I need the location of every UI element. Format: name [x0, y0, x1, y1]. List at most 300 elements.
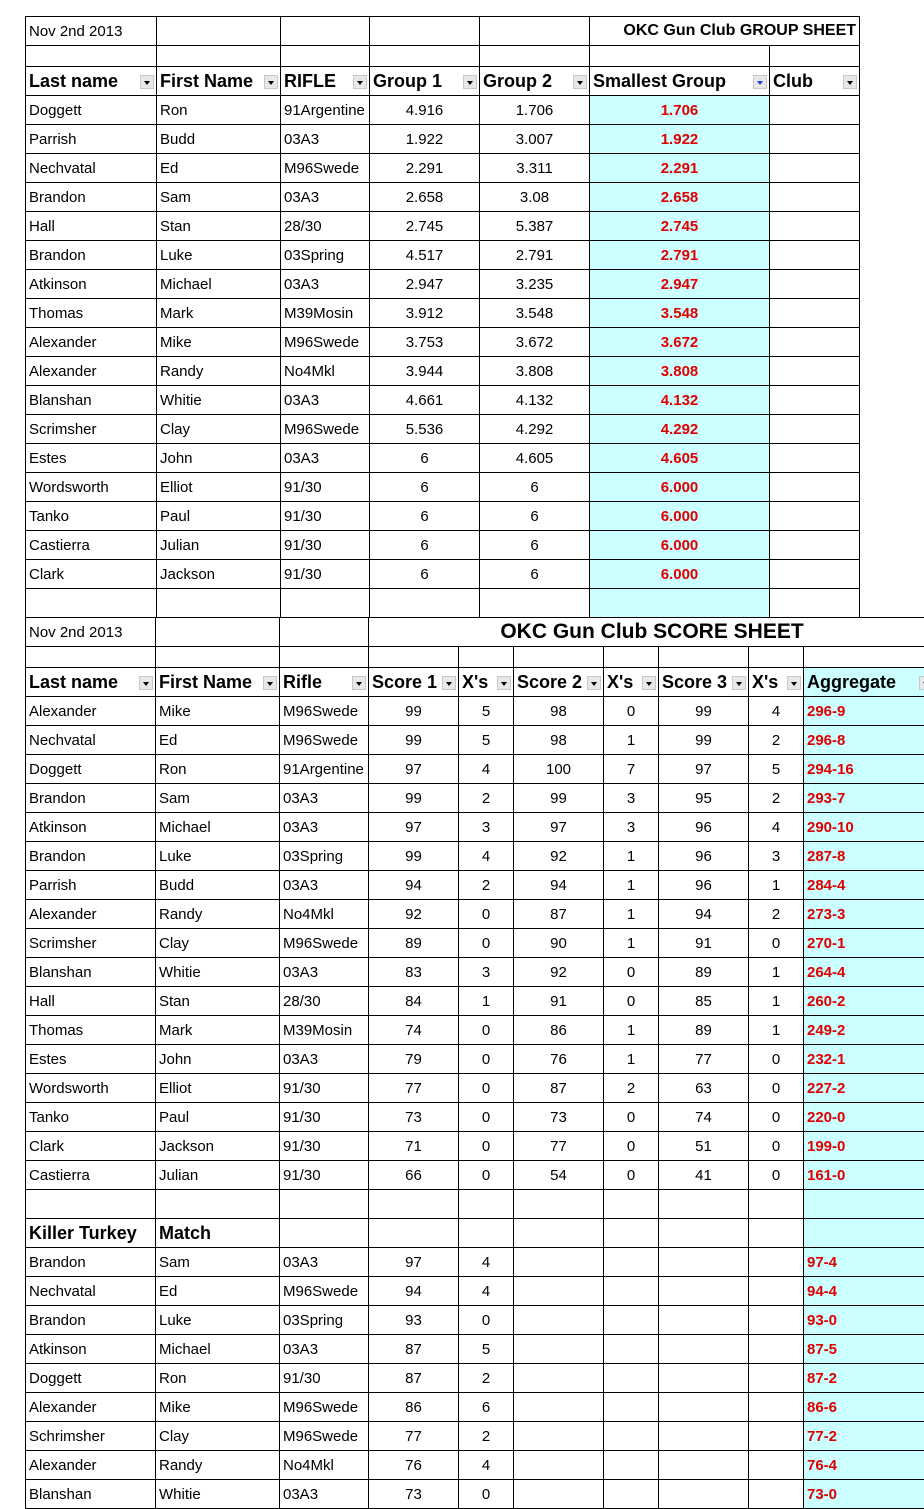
cell-group-1[interactable]: 2.291 — [370, 154, 480, 183]
cell-club[interactable] — [770, 560, 860, 589]
cell-rifle[interactable]: 03A3 — [281, 125, 370, 154]
cell-last-name[interactable]: Doggett — [26, 96, 157, 125]
cell-rifle[interactable]: 28/30 — [280, 987, 369, 1016]
cell-rifle[interactable]: 91Argentine — [281, 96, 370, 125]
cell-score-1[interactable]: 77 — [369, 1074, 459, 1103]
empty-cell[interactable] — [749, 1190, 804, 1219]
cell-aggregate[interactable]: 232-1 — [804, 1045, 924, 1074]
cell-group-2[interactable]: 3.548 — [480, 299, 590, 328]
cell-club[interactable] — [770, 357, 860, 386]
cell-score-2[interactable]: 73 — [514, 1103, 604, 1132]
cell-rifle[interactable]: 03A3 — [280, 871, 369, 900]
filter-dropdown-icon[interactable] — [264, 75, 278, 89]
cell-first-name[interactable]: Randy — [156, 1451, 280, 1480]
cell-club[interactable] — [770, 386, 860, 415]
cell-first-name[interactable]: Paul — [157, 502, 281, 531]
cell-last-name[interactable]: Alexander — [26, 357, 157, 386]
cell-rifle[interactable]: 91Argentine — [280, 755, 369, 784]
cell-aggregate[interactable]: 87-5 — [804, 1335, 924, 1364]
header-score-3[interactable]: Score 3 — [659, 668, 749, 697]
cell-first-name[interactable]: Ed — [156, 1277, 280, 1306]
cell-score-2[interactable]: 100 — [514, 755, 604, 784]
cell-rifle[interactable]: 03A3 — [280, 1248, 369, 1277]
cell-rifle[interactable]: M96Swede — [280, 697, 369, 726]
cell-xs-2[interactable]: 0 — [604, 958, 659, 987]
cell-xs-1[interactable]: 5 — [459, 1335, 514, 1364]
cell-score-1[interactable]: 99 — [369, 842, 459, 871]
cell-last-name[interactable]: Alexander — [26, 328, 157, 357]
cell-group-2[interactable]: 3.08 — [480, 183, 590, 212]
cell-club[interactable] — [770, 154, 860, 183]
cell-group-1[interactable]: 6 — [370, 502, 480, 531]
header-xs-1[interactable]: X's — [459, 668, 514, 697]
cell-last-name[interactable]: Alexander — [26, 900, 156, 929]
empty-cell[interactable] — [749, 1219, 804, 1248]
cell-xs-2[interactable]: 0 — [604, 1103, 659, 1132]
cell-score-3[interactable]: 95 — [659, 784, 749, 813]
empty-cell[interactable] — [749, 1480, 804, 1509]
cell-score-1[interactable]: 66 — [369, 1161, 459, 1190]
cell-aggregate[interactable]: 270-1 — [804, 929, 924, 958]
cell-first-name[interactable]: Jackson — [157, 560, 281, 589]
cell-score-2[interactable]: 92 — [514, 842, 604, 871]
cell-last-name[interactable]: Alexander — [26, 697, 156, 726]
cell-aggregate[interactable]: 220-0 — [804, 1103, 924, 1132]
cell-club[interactable] — [770, 473, 860, 502]
cell-xs-1[interactable]: 4 — [459, 1277, 514, 1306]
empty-cell[interactable] — [514, 1364, 604, 1393]
cell-rifle[interactable]: 03Spring — [280, 842, 369, 871]
cell-smallest-group[interactable]: 3.672 — [590, 328, 770, 357]
cell-group-2[interactable]: 6 — [480, 560, 590, 589]
filter-dropdown-icon[interactable] — [497, 676, 511, 690]
filter-dropdown-icon[interactable] — [442, 676, 456, 690]
cell-first-name[interactable]: Luke — [156, 1306, 280, 1335]
cell-first-name[interactable]: Sam — [157, 183, 281, 212]
cell-xs-2[interactable]: 0 — [604, 1132, 659, 1161]
cell-first-name[interactable]: Budd — [156, 871, 280, 900]
cell-smallest-group[interactable]: 1.922 — [590, 125, 770, 154]
cell-aggregate[interactable]: 94-4 — [804, 1277, 924, 1306]
empty-cell[interactable] — [156, 1190, 280, 1219]
cell-aggregate[interactable]: 290-10 — [804, 813, 924, 842]
cell-rifle[interactable]: M96Swede — [281, 415, 370, 444]
cell-last-name[interactable]: Clark — [26, 1132, 156, 1161]
cell-first-name[interactable]: Mark — [156, 1016, 280, 1045]
filter-dropdown-icon[interactable] — [843, 75, 857, 89]
cell-first-name[interactable]: Clay — [156, 929, 280, 958]
filter-dropdown-icon[interactable] — [642, 676, 656, 690]
cell-xs-1[interactable]: 4 — [459, 842, 514, 871]
cell-first-name[interactable]: Michael — [156, 1335, 280, 1364]
filter-dropdown-icon[interactable] — [919, 676, 924, 690]
cell-group-1[interactable]: 5.536 — [370, 415, 480, 444]
empty-cell[interactable] — [514, 1248, 604, 1277]
cell-last-name[interactable]: Parrish — [26, 125, 157, 154]
cell-smallest-group[interactable]: 6.000 — [590, 473, 770, 502]
cell-xs-2[interactable]: 1 — [604, 842, 659, 871]
cell-score-3[interactable]: 91 — [659, 929, 749, 958]
cell-xs-2[interactable]: 3 — [604, 813, 659, 842]
cell-first-name[interactable]: Elliot — [156, 1074, 280, 1103]
cell-rifle[interactable]: No4Mkl — [280, 1451, 369, 1480]
cell-score-2[interactable]: 91 — [514, 987, 604, 1016]
empty-cell[interactable] — [157, 589, 281, 618]
cell-score-2[interactable]: 54 — [514, 1161, 604, 1190]
cell-smallest-group[interactable]: 2.791 — [590, 241, 770, 270]
cell-xs-3[interactable]: 3 — [749, 842, 804, 871]
cell-last-name[interactable]: Atkinson — [26, 270, 157, 299]
cell-last-name[interactable]: Brandon — [26, 1248, 156, 1277]
cell-last-name[interactable]: Nechvatal — [26, 726, 156, 755]
empty-cell[interactable] — [604, 1364, 659, 1393]
empty-cell[interactable] — [604, 1480, 659, 1509]
cell-rifle[interactable]: M96Swede — [280, 1277, 369, 1306]
empty-cell[interactable] — [369, 1219, 459, 1248]
header-first-name[interactable]: First Name — [157, 67, 281, 96]
cell-rifle[interactable]: 03A3 — [281, 183, 370, 212]
cell-score-3[interactable]: 51 — [659, 1132, 749, 1161]
cell-first-name[interactable]: Sam — [156, 784, 280, 813]
cell-score-2[interactable]: 87 — [514, 900, 604, 929]
cell-group-1[interactable]: 6 — [370, 560, 480, 589]
cell-xs-1[interactable]: 0 — [459, 1306, 514, 1335]
cell-xs-1[interactable]: 0 — [459, 900, 514, 929]
cell-score-3[interactable]: 63 — [659, 1074, 749, 1103]
cell-last-name[interactable]: Blanshan — [26, 386, 157, 415]
cell-smallest-group[interactable]: 1.706 — [590, 96, 770, 125]
cell-xs-1[interactable]: 5 — [459, 697, 514, 726]
cell-xs-3[interactable]: 0 — [749, 1103, 804, 1132]
cell-smallest-group[interactable]: 6.000 — [590, 531, 770, 560]
filter-dropdown-icon[interactable] — [139, 676, 153, 690]
cell-rifle[interactable]: 91/30 — [280, 1074, 369, 1103]
empty-cell[interactable] — [659, 1480, 749, 1509]
cell-xs-1[interactable]: 0 — [459, 1132, 514, 1161]
empty-cell[interactable] — [749, 1393, 804, 1422]
cell-club[interactable] — [770, 502, 860, 531]
cell-score-1[interactable]: 77 — [369, 1422, 459, 1451]
empty-cell[interactable] — [514, 1335, 604, 1364]
cell-aggregate[interactable]: 294-16 — [804, 755, 924, 784]
cell-group-2[interactable]: 3.672 — [480, 328, 590, 357]
empty-cell[interactable] — [604, 1393, 659, 1422]
cell-last-name[interactable]: Hall — [26, 212, 157, 241]
cell-xs-1[interactable]: 1 — [459, 987, 514, 1016]
empty-cell[interactable] — [604, 1248, 659, 1277]
cell-score-2[interactable]: 97 — [514, 813, 604, 842]
cell-smallest-group[interactable]: 6.000 — [590, 560, 770, 589]
cell-group-2[interactable]: 2.791 — [480, 241, 590, 270]
filter-dropdown-icon[interactable] — [787, 676, 801, 690]
cell-group-2[interactable]: 4.605 — [480, 444, 590, 473]
empty-cell[interactable] — [749, 1277, 804, 1306]
cell-first-name[interactable]: Michael — [157, 270, 281, 299]
cell-score-2[interactable]: 98 — [514, 697, 604, 726]
cell-last-name[interactable]: Castierra — [26, 1161, 156, 1190]
cell-group-2[interactable]: 3.235 — [480, 270, 590, 299]
cell-xs-2[interactable]: 1 — [604, 726, 659, 755]
cell-group-1[interactable]: 6 — [370, 473, 480, 502]
cell-rifle[interactable]: M96Swede — [280, 1393, 369, 1422]
cell-group-1[interactable]: 3.944 — [370, 357, 480, 386]
cell-last-name[interactable]: Atkinson — [26, 813, 156, 842]
cell-first-name[interactable]: Ron — [157, 96, 281, 125]
cell-group-1[interactable]: 3.912 — [370, 299, 480, 328]
cell-xs-2[interactable]: 1 — [604, 1045, 659, 1074]
cell-xs-2[interactable]: 1 — [604, 900, 659, 929]
cell-xs-1[interactable]: 6 — [459, 1393, 514, 1422]
cell-xs-1[interactable]: 0 — [459, 1045, 514, 1074]
cell-last-name[interactable]: Hall — [26, 987, 156, 1016]
empty-cell[interactable] — [26, 589, 157, 618]
cell-last-name[interactable]: Atkinson — [26, 1335, 156, 1364]
cell-smallest-group[interactable]: 3.808 — [590, 357, 770, 386]
cell-smallest-group[interactable]: 2.745 — [590, 212, 770, 241]
cell-group-1[interactable]: 4.517 — [370, 241, 480, 270]
cell-first-name[interactable]: Ed — [157, 154, 281, 183]
cell-last-name[interactable]: Brandon — [26, 183, 157, 212]
cell-last-name[interactable]: Thomas — [26, 1016, 156, 1045]
header-group-1[interactable]: Group 1 — [370, 67, 480, 96]
cell-aggregate[interactable]: 93-0 — [804, 1306, 924, 1335]
empty-cell[interactable] — [659, 1190, 749, 1219]
filter-dropdown-icon[interactable] — [463, 75, 477, 89]
cell-first-name[interactable]: Elliot — [157, 473, 281, 502]
cell-first-name[interactable]: Ed — [156, 726, 280, 755]
cell-first-name[interactable]: Whitie — [156, 958, 280, 987]
cell-aggregate[interactable]: 260-2 — [804, 987, 924, 1016]
cell-xs-3[interactable]: 2 — [749, 784, 804, 813]
cell-last-name[interactable]: Clark — [26, 560, 157, 589]
cell-xs-1[interactable]: 2 — [459, 871, 514, 900]
cell-score-2[interactable]: 92 — [514, 958, 604, 987]
empty-cell[interactable] — [514, 1480, 604, 1509]
cell-first-name[interactable]: Paul — [156, 1103, 280, 1132]
empty-cell[interactable] — [280, 1219, 369, 1248]
header-xs-3[interactable]: X's — [749, 668, 804, 697]
cell-club[interactable] — [770, 270, 860, 299]
cell-aggregate[interactable]: 264-4 — [804, 958, 924, 987]
cell-score-1[interactable]: 86 — [369, 1393, 459, 1422]
cell-score-1[interactable]: 73 — [369, 1103, 459, 1132]
cell-smallest-group[interactable]: 3.548 — [590, 299, 770, 328]
cell-score-1[interactable]: 97 — [369, 755, 459, 784]
cell-xs-1[interactable]: 0 — [459, 929, 514, 958]
cell-score-1[interactable]: 87 — [369, 1335, 459, 1364]
cell-first-name[interactable]: Sam — [156, 1248, 280, 1277]
cell-xs-2[interactable]: 0 — [604, 987, 659, 1016]
cell-rifle[interactable]: 91/30 — [280, 1132, 369, 1161]
cell-xs-2[interactable]: 1 — [604, 871, 659, 900]
cell-first-name[interactable]: Randy — [157, 357, 281, 386]
empty-cell[interactable] — [514, 1190, 604, 1219]
empty-cell[interactable] — [604, 1335, 659, 1364]
cell-xs-3[interactable]: 1 — [749, 958, 804, 987]
cell-last-name[interactable]: Blanshan — [26, 1480, 156, 1509]
cell-group-1[interactable]: 1.922 — [370, 125, 480, 154]
cell-smallest-group[interactable]: 2.658 — [590, 183, 770, 212]
empty-cell[interactable] — [749, 1306, 804, 1335]
cell-smallest-group[interactable]: 4.292 — [590, 415, 770, 444]
header-aggregate[interactable]: Aggregate — [804, 668, 924, 697]
cell-score-2[interactable]: 87 — [514, 1074, 604, 1103]
cell-last-name[interactable]: Brandon — [26, 842, 156, 871]
cell-xs-2[interactable]: 0 — [604, 697, 659, 726]
cell-group-2[interactable]: 6 — [480, 473, 590, 502]
cell-group-1[interactable]: 6 — [370, 531, 480, 560]
cell-last-name[interactable]: Tanko — [26, 1103, 156, 1132]
cell-club[interactable] — [770, 531, 860, 560]
cell-first-name[interactable]: Julian — [156, 1161, 280, 1190]
cell-xs-3[interactable]: 2 — [749, 900, 804, 929]
cell-aggregate[interactable]: 293-7 — [804, 784, 924, 813]
cell-aggregate[interactable]: 86-6 — [804, 1393, 924, 1422]
cell-rifle[interactable]: 03Spring — [280, 1306, 369, 1335]
cell-aggregate[interactable]: 296-9 — [804, 697, 924, 726]
cell-aggregate[interactable]: 199-0 — [804, 1132, 924, 1161]
cell-xs-3[interactable]: 2 — [749, 726, 804, 755]
cell-last-name[interactable]: Brandon — [26, 241, 157, 270]
cell-xs-2[interactable]: 3 — [604, 784, 659, 813]
cell-rifle[interactable]: M96Swede — [281, 154, 370, 183]
cell-aggregate[interactable]: 87-2 — [804, 1364, 924, 1393]
cell-group-2[interactable]: 3.311 — [480, 154, 590, 183]
cell-rifle[interactable]: M39Mosin — [280, 1016, 369, 1045]
cell-rifle[interactable]: M96Swede — [281, 328, 370, 357]
filter-dropdown-icon[interactable] — [352, 676, 366, 690]
cell-score-3[interactable]: 89 — [659, 1016, 749, 1045]
cell-first-name[interactable]: Budd — [157, 125, 281, 154]
cell-rifle[interactable]: 91/30 — [281, 502, 370, 531]
header-smallest-group[interactable]: Smallest Group — [590, 67, 770, 96]
cell-aggregate[interactable]: 296-8 — [804, 726, 924, 755]
empty-cell[interactable] — [280, 1190, 369, 1219]
cell-aggregate[interactable]: 249-2 — [804, 1016, 924, 1045]
empty-cell[interactable] — [604, 1277, 659, 1306]
empty-cell[interactable] — [514, 1306, 604, 1335]
cell-first-name[interactable]: Julian — [157, 531, 281, 560]
header-last-name[interactable]: Last name — [26, 668, 156, 697]
cell-score-3[interactable]: 85 — [659, 987, 749, 1016]
cell-rifle[interactable]: 03A3 — [281, 444, 370, 473]
cell-score-1[interactable]: 99 — [369, 784, 459, 813]
cell-score-2[interactable]: 98 — [514, 726, 604, 755]
cell-rifle[interactable]: 91/30 — [281, 473, 370, 502]
cell-last-name[interactable]: Thomas — [26, 299, 157, 328]
cell-score-1[interactable]: 79 — [369, 1045, 459, 1074]
cell-score-1[interactable]: 97 — [369, 1248, 459, 1277]
cell-last-name[interactable]: Brandon — [26, 1306, 156, 1335]
cell-last-name[interactable]: Blanshan — [26, 958, 156, 987]
cell-xs-3[interactable]: 5 — [749, 755, 804, 784]
cell-rifle[interactable]: M39Mosin — [281, 299, 370, 328]
empty-cell[interactable] — [514, 1451, 604, 1480]
cell-first-name[interactable]: Whitie — [156, 1480, 280, 1509]
cell-club[interactable] — [770, 125, 860, 154]
empty-cell[interactable] — [369, 1190, 459, 1219]
cell-aggregate[interactable]: 161-0 — [804, 1161, 924, 1190]
cell-score-3[interactable]: 96 — [659, 842, 749, 871]
cell-first-name[interactable]: Clay — [157, 415, 281, 444]
cell-smallest-group[interactable]: 6.000 — [590, 502, 770, 531]
cell-club[interactable] — [770, 241, 860, 270]
cell-last-name[interactable]: Doggett — [26, 1364, 156, 1393]
cell-group-2[interactable]: 5.387 — [480, 212, 590, 241]
cell-first-name[interactable]: Ron — [156, 755, 280, 784]
empty-cell[interactable] — [590, 589, 770, 618]
cell-group-1[interactable]: 6 — [370, 444, 480, 473]
cell-aggregate[interactable]: 73-0 — [804, 1480, 924, 1509]
cell-xs-3[interactable]: 0 — [749, 1161, 804, 1190]
header-rifle[interactable]: RIFLE — [281, 67, 370, 96]
cell-rifle[interactable]: 03A3 — [281, 270, 370, 299]
empty-cell[interactable] — [514, 1393, 604, 1422]
cell-last-name[interactable]: Nechvatal — [26, 154, 157, 183]
cell-group-2[interactable]: 4.292 — [480, 415, 590, 444]
cell-first-name[interactable]: Luke — [156, 842, 280, 871]
cell-rifle[interactable]: No4Mkl — [281, 357, 370, 386]
cell-xs-1[interactable]: 3 — [459, 958, 514, 987]
cell-score-3[interactable]: 77 — [659, 1045, 749, 1074]
cell-xs-1[interactable]: 0 — [459, 1161, 514, 1190]
cell-group-2[interactable]: 6 — [480, 502, 590, 531]
cell-score-1[interactable]: 71 — [369, 1132, 459, 1161]
empty-cell[interactable] — [659, 1451, 749, 1480]
cell-last-name[interactable]: Estes — [26, 444, 157, 473]
empty-cell[interactable] — [749, 1248, 804, 1277]
cell-xs-1[interactable]: 0 — [459, 1480, 514, 1509]
cell-club[interactable] — [770, 212, 860, 241]
cell-last-name[interactable]: Brandon — [26, 784, 156, 813]
cell-last-name[interactable]: Castierra — [26, 531, 157, 560]
cell-group-2[interactable]: 3.808 — [480, 357, 590, 386]
cell-rifle[interactable]: 03A3 — [280, 1335, 369, 1364]
cell-score-2[interactable]: 86 — [514, 1016, 604, 1045]
empty-cell[interactable] — [659, 1219, 749, 1248]
cell-score-1[interactable]: 97 — [369, 813, 459, 842]
cell-group-1[interactable]: 2.745 — [370, 212, 480, 241]
cell-smallest-group[interactable]: 2.291 — [590, 154, 770, 183]
cell-score-1[interactable]: 89 — [369, 929, 459, 958]
filter-dropdown-icon[interactable] — [353, 75, 367, 89]
cell-score-2[interactable]: 90 — [514, 929, 604, 958]
cell-aggregate[interactable]: 97-4 — [804, 1248, 924, 1277]
cell-first-name[interactable]: John — [156, 1045, 280, 1074]
cell-score-1[interactable]: 99 — [369, 726, 459, 755]
header-group-2[interactable]: Group 2 — [480, 67, 590, 96]
cell-score-1[interactable]: 93 — [369, 1306, 459, 1335]
cell-last-name[interactable]: Schrimsher — [26, 1422, 156, 1451]
filter-dropdown-icon[interactable] — [573, 75, 587, 89]
cell-xs-2[interactable]: 2 — [604, 1074, 659, 1103]
empty-cell[interactable] — [659, 1393, 749, 1422]
cell-last-name[interactable]: Wordsworth — [26, 1074, 156, 1103]
cell-club[interactable] — [770, 183, 860, 212]
empty-cell[interactable] — [804, 1190, 924, 1219]
cell-last-name[interactable]: Alexander — [26, 1451, 156, 1480]
cell-score-3[interactable]: 99 — [659, 726, 749, 755]
cell-score-2[interactable]: 99 — [514, 784, 604, 813]
cell-xs-1[interactable]: 0 — [459, 1074, 514, 1103]
cell-score-3[interactable]: 96 — [659, 813, 749, 842]
cell-last-name[interactable]: Scrimsher — [26, 929, 156, 958]
cell-xs-3[interactable]: 0 — [749, 929, 804, 958]
cell-score-1[interactable]: 74 — [369, 1016, 459, 1045]
cell-xs-2[interactable]: 7 — [604, 755, 659, 784]
empty-cell[interactable] — [749, 1451, 804, 1480]
cell-xs-1[interactable]: 4 — [459, 1451, 514, 1480]
